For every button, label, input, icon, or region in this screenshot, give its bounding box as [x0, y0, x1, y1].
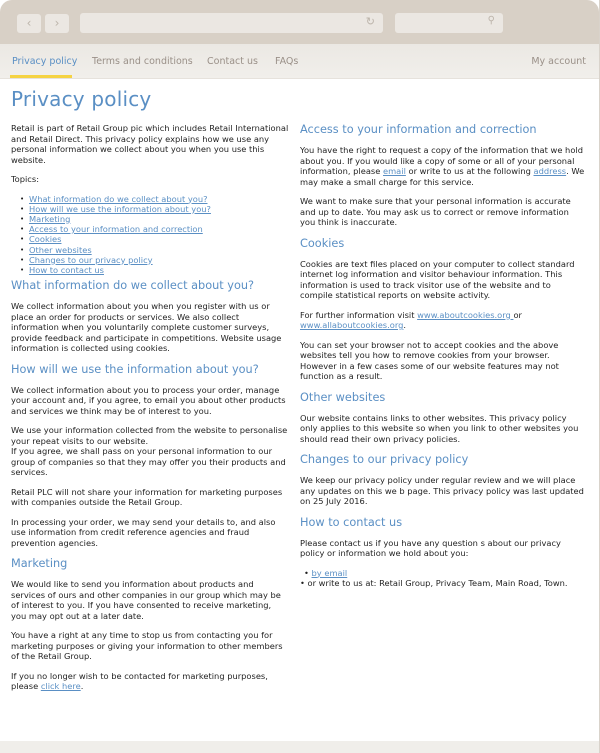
cookies-text-1: Cookies are text files placed on your computer to collect standard internet log information and visitor behaviour information. This information is used to track visitor use of the website and to compile statistical reports on website activity.: [300, 258, 575, 300]
topic-link-changes[interactable]: Changes to our privacy policy: [29, 254, 153, 265]
topic-link-other-websites[interactable]: Other websites: [29, 244, 92, 255]
page-content: [0, 79, 599, 739]
cookies-text-2-post: .: [403, 320, 407, 330]
topics-label: Topics:: [11, 174, 39, 184]
contact-text: Please contact us if you have any question s about our privacy policy or information we hold about you:: [300, 537, 561, 558]
topic-link-use[interactable]: How will we use the information about you?: [29, 203, 211, 214]
topic-item: [29, 194, 289, 204]
access-text-2: We want to make sure that your personal information is accurate and up to date. You may ask us to correct or remove information you think is inaccurate.: [300, 196, 571, 227]
cookies-text-2: [300, 310, 585, 331]
marketing-text-3-post: .: [80, 681, 84, 692]
cookies-text-3: You can set your browser not to accept cookies and the above websites tell you how to remove cookies from your browser. However in a few cases some of our website features may not function as a result.: [300, 339, 559, 381]
use-text-1: We collect information about you to process your order, manage your account and, if you agree, to email you about other products and services we think may be of interest to you.: [11, 384, 286, 416]
chevron-right-icon: ›: [54, 16, 60, 30]
collect-text: We collect information about you when you register with us or place an order for products or services. We also collect information when you voluntarily complete customer surveys, provide feedback and participate in competitions. Website usage information is collected using cookies.: [11, 301, 282, 354]
intro-text: Retail is part of Retail Group pic which includes Retail International and Retail Direct. This privacy policy explains how we use any personal information we collect about you when you use this website.: [11, 123, 289, 165]
access-text-post: . We may make a small charge for this service.: [300, 166, 585, 187]
topic-item: [29, 204, 289, 214]
by-email-link[interactable]: by email: [311, 567, 348, 578]
nav-faqs[interactable]: FAQs: [275, 56, 299, 67]
section-heading-use: How will we use the information about you?: [11, 362, 259, 376]
opt-out-link[interactable]: click here: [40, 681, 81, 692]
topic-link-marketing[interactable]: Marketing: [29, 213, 71, 224]
nav-terms-and-conditions[interactable]: Terms and conditions: [92, 56, 193, 67]
contact-option-write: • or write to us at: Retail Group, Privacy Team, Main Road, Town.: [300, 578, 568, 588]
address-bar[interactable]: [80, 13, 383, 33]
marketing-text-3-pre: If you no longer wish to be contacted for marketing purposes, please: [11, 670, 268, 692]
section-heading-cookies: Cookies: [300, 236, 345, 250]
browser-search-input[interactable]: [395, 13, 503, 33]
topic-link-access[interactable]: Access to your information and correction: [29, 224, 203, 235]
topic-link-contact[interactable]: How to contact us: [29, 264, 104, 275]
email-link[interactable]: email: [383, 166, 406, 176]
topic-item: [29, 234, 289, 244]
section-heading-marketing: Marketing: [11, 557, 68, 571]
marketing-text-2: You have a right at any time to stop us from contacting you for marketing purposes or giving your information to other members of the Retail Group.: [11, 630, 283, 662]
address-link[interactable]: address: [533, 166, 567, 176]
topic-link-collect[interactable]: What information do we collect about you?: [29, 193, 208, 204]
topic-item: [29, 214, 289, 224]
use-text-3: Retail PLC will not share your information for marketing purposes with companies outside the Retail Group.: [11, 486, 283, 508]
access-text-mid: or write to us at the following: [405, 166, 534, 176]
section-heading-access: Access to your information and correction: [300, 123, 537, 136]
topics-list: [11, 194, 289, 276]
right-column: [300, 123, 585, 589]
cookies-text-2-pre: For further information visit: [300, 309, 418, 320]
topic-item: [29, 255, 289, 265]
marketing-text-3: [11, 671, 289, 692]
nav-my-account[interactable]: My account: [531, 56, 586, 67]
use-text-2a: We use your information collected from the website to personalise your repeat visits to our website.: [11, 425, 288, 446]
site-nav: [0, 44, 599, 79]
access-text-1: [300, 145, 585, 187]
access-text-pre: You have the right to request a copy of the information that we hold about you. If you would like a copy of some or all of your personal information, please: [300, 145, 583, 176]
other-websites-text: Our website contains links to other websites. This privacy policy only applies to this website so when you link to other websites you should read their own privacy policies.: [300, 412, 579, 444]
use-text-2: [11, 425, 289, 478]
topic-item: [29, 224, 289, 234]
marketing-text-1: We would like to send you information about products and services of ours and other companies in our group which may be of interest to you. If you have consented to receive marketing, you may opt out at a later date.: [11, 579, 281, 621]
use-text-2b: If you agree, we shall pass on your personal information to our group of companies so that they may offer you their products and services.: [11, 446, 286, 478]
page-title: Privacy policy: [11, 87, 152, 111]
use-text-4: In processing your order, we may send your details to, and also use information from credit reference agencies and fraud prevention agencies.: [11, 516, 276, 548]
section-heading-contact: How to contact us: [300, 515, 403, 529]
section-heading-changes: Changes to our privacy policy: [300, 453, 469, 466]
window-bottom-bar: [0, 741, 599, 753]
chevron-left-icon: ‹: [26, 16, 32, 30]
changes-text: We keep our privacy policy under regular review and we will place any updates on this we b page. This privacy policy was last updated on 25 July 2016.: [300, 475, 584, 506]
topic-item: [29, 265, 289, 275]
topic-link-cookies[interactable]: Cookies: [29, 234, 62, 245]
browser-toolbar: [0, 0, 599, 44]
left-column: [11, 123, 289, 701]
contact-option-email: • by email: [304, 567, 348, 578]
nav-privacy-policy[interactable]: Privacy policy: [12, 56, 78, 67]
aboutcookies-link[interactable]: www.aboutcookies.org: [417, 309, 514, 320]
section-heading-collect: What information do we collect about you?: [11, 279, 255, 293]
contact-options: [300, 568, 585, 589]
active-tab-indicator: [10, 75, 72, 78]
nav-contact-us[interactable]: Contact us: [207, 56, 258, 67]
forward-button[interactable]: [45, 14, 69, 33]
back-button[interactable]: [17, 14, 41, 33]
reload-icon[interactable]: ↻: [365, 15, 375, 28]
allaboutcookies-link[interactable]: www.allaboutcookies.org: [300, 320, 404, 330]
cookies-text-2-mid: or: [513, 309, 522, 320]
search-icon[interactable]: ⚲: [487, 15, 495, 26]
section-heading-other-websites: Other websites: [300, 390, 386, 404]
topic-item: [29, 245, 289, 255]
